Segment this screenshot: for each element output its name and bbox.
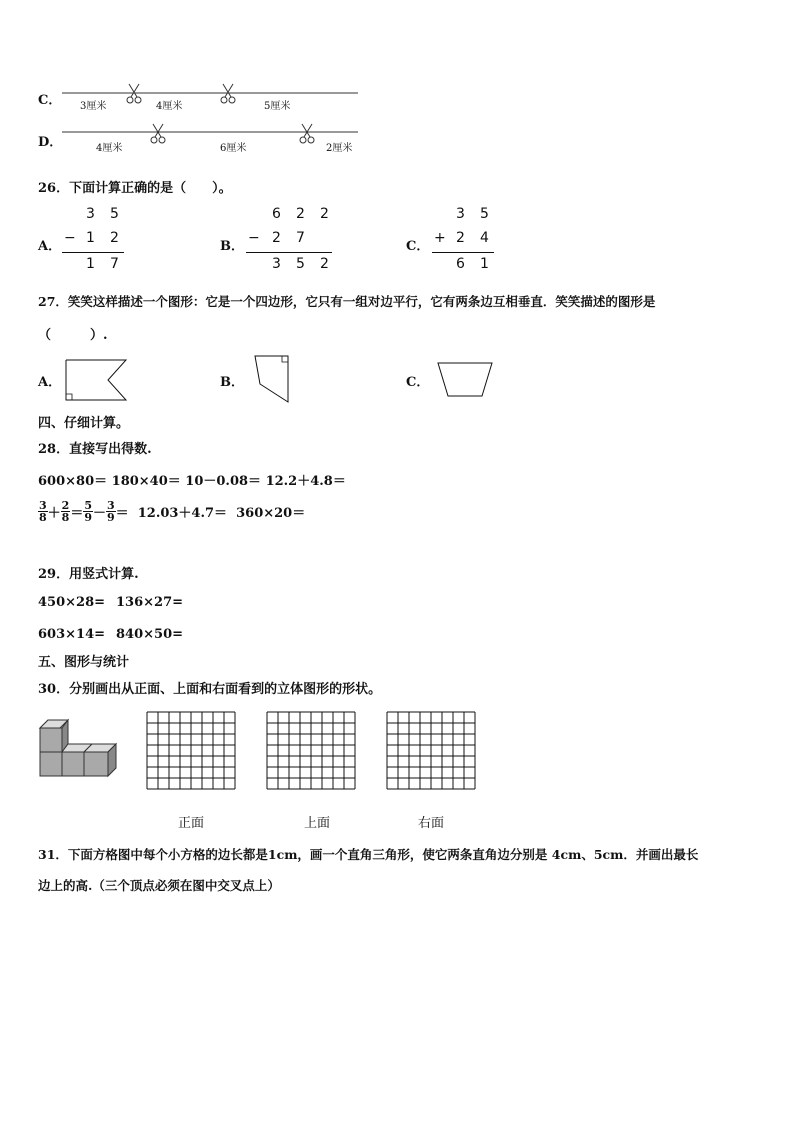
shape-a [64,358,134,404]
segment-label: 4厘米 [96,143,123,154]
option-b-label: B． [220,239,244,254]
question-26-stem: 26．下面计算正确的是（ ）。 [38,181,232,196]
vertical-calc-c: 3 5 + 2 4 6 1 [432,206,496,276]
shape-c [436,360,496,400]
vertical-calc-a: 3 5 − 1 2 1 7 [62,206,126,276]
fraction: $\frac{2}{8}$ [61,499,70,524]
segment-label: 5厘米 [264,101,291,112]
calc-item: 450×28= [38,595,106,610]
cube-solid-figure [38,718,122,780]
fraction: $\frac{3}{9}$ [107,499,115,524]
question-28-row-1: 600×80＝ 180×40＝ 10－0.08＝ 12.2＋4.8＝ [38,474,346,489]
segment-label: 6厘米 [220,143,247,154]
option-c-label: C． [406,239,430,254]
option-c-label: C． [38,93,62,108]
calc-item: 840×50= [116,627,184,642]
fraction: $\frac{5}{9}$ [84,499,92,524]
section-4-heading: 四、仔细计算。 [38,416,130,431]
option-d-label: D． [38,135,63,150]
question-29-stem: 29．用竖式计算. [38,567,139,582]
fraction: $\frac{3}{8}$ [39,499,47,524]
option-b-label: B． [220,375,244,390]
caption-right: 右面 [418,816,445,831]
question-28-row-2: $\frac{3}{8}$ ＋ $\frac{2}{8}$ ＝ $\frac{5}{9}$ － $\frac{3}{9}$ ＝ 12.03＋4.7＝ 360×20＝ [39,499,306,524]
option-a-label: A． [38,239,62,254]
question-27-blank: （ ）. [38,328,108,343]
scissors-icon [300,124,314,143]
grid-top-view [266,711,360,791]
caption-front: 正面 [178,816,205,831]
question-30-stem: 30．分别画出从正面、上面和右面看到的立体图形的形状。 [38,682,382,697]
calc-item: 136×27= [116,595,184,610]
shape-b [252,354,296,406]
segment-label: 2厘米 [326,143,353,154]
question-27-stem: 27．笑笑这样描述一个图形：它是一个四边形，它只有一组对边平行，它有两条边互相垂直．笑笑描述的图形是 [38,294,656,309]
scissors-icon [151,124,165,143]
grid-right-view [386,711,480,791]
grid-front-view [146,711,240,791]
question-31-line-1: 31．下面方格图中每个小方格的边长都是1cm，画一个直角三角形，使它两条直角边分别是 4cm、5cm．并画出最长 [38,847,699,862]
option-c-label: C． [406,375,430,390]
segment-label: 3厘米 [80,101,107,112]
question-31-line-2: 边上的高.（三个顶点必须在图中交叉点上） [38,878,280,893]
option-a-label: A． [38,375,62,390]
vertical-calc-b: 6 2 2 − 2 7 3 5 2 [246,206,336,276]
segment-label: 4厘米 [156,101,183,112]
calc-item: 603×14= [38,627,106,642]
caption-top: 上面 [304,816,331,831]
question-28-stem: 28．直接写出得数. [38,442,152,457]
section-5-heading: 五、图形与统计 [38,655,130,670]
